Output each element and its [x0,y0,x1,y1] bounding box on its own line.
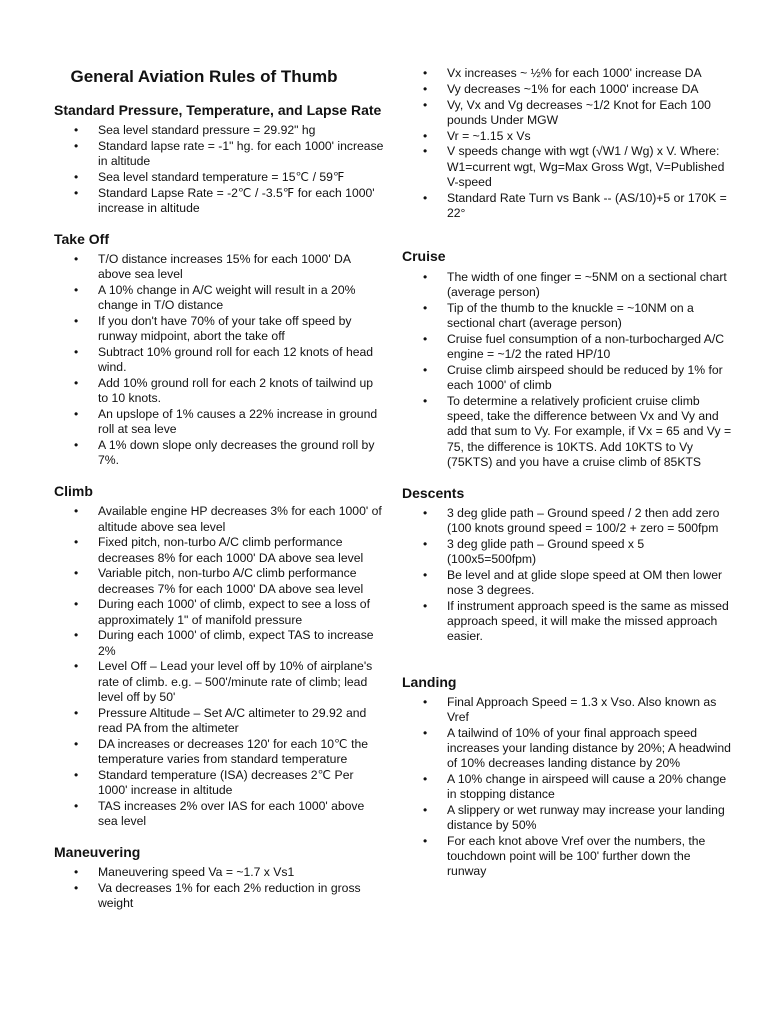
list-item: • Standard lapse rate = -1" hg. for each 1000' increase in altitude [54,139,384,169]
list-item: • Fixed pitch, non-turbo A/C climb performance decreases 8% for each 1000' DA above sea level [54,535,384,565]
list-item: • A slippery or wet runway may increase your landing distance by 50% [402,803,732,833]
right-column [402,0,732,893]
list-item: • A 10% change in A/C weight will result in a 20% change in T/O distance [54,283,384,313]
list-item: • Be level and at glide slope speed at OM then lower nose 3 degrees. [402,568,732,598]
bullet-list [54,252,384,468]
document-title: General Aviation Rules of Thumb [70,67,338,86]
list-item: • DA increases or decreases 120' for each 10℃ the temperature varies from standard temperature [54,737,384,767]
list-item: • Vy decreases ~1% for each 1000' increase DA [402,82,732,97]
list-item: • Maneuvering speed Va = ~1.7 x Vs1 [54,865,384,880]
bullet-list [54,123,384,216]
list-item: • Final Approach Speed = 1.3 x Vso. Also known as Vref [402,695,732,725]
bullet-list [54,865,384,911]
list-item: • During each 1000' of climb, expect to see a loss of approximately 1" of manifold pressure [54,597,384,627]
bullet-list [54,504,384,829]
list-item: • A tailwind of 10% of your final approach speed increases your landing distance by 20%; A headwind of 10% decreases landing distance by 20% [402,726,732,772]
section-take-off [54,230,384,468]
list-item: • To determine a relatively proficient cruise climb speed, take the difference between Vx and Vy and add that sum to Vy. For example, if Vx = 65 and Vy = 75, the difference is 10KTS. Add 10KTS to Vy (75KTS) and you have a cruise climb of 85KTS [402,394,732,470]
list-item: • An upslope of 1% causes a 22% increase in ground roll at sea leve [54,407,384,437]
maneuvering-continued-list [402,66,732,221]
list-item: • Variable pitch, non-turbo A/C climb performance decreases 7% for each 1000' DA above sea level [54,566,384,596]
list-item: • If instrument approach speed is the same as missed approach speed, it will make the missed approach easier. [402,599,732,645]
section-cruise [402,247,732,470]
section-heading: Descents [402,485,465,502]
bullet-list [402,695,732,880]
section-landing [402,673,732,880]
list-item: • Subtract 10% ground roll for each 12 knots of head wind. [54,345,384,375]
section-standard-pressure [54,101,384,216]
section-descents [402,484,732,645]
list-item: • TAS increases 2% over IAS for each 1000' above sea level [54,799,384,829]
list-item: • T/O distance increases 15% for each 1000' DA above sea level [54,252,384,282]
list-item: • V speeds change with wgt (√W1 / Wg) x V. Where: W1=current wgt, Wg=Max Gross Wgt, V=Published V-speed [402,144,732,190]
section-climb [54,482,384,829]
list-item: • Standard Rate Turn vs Bank -- (AS/10)+5 or 170K = 22° [402,191,732,221]
list-item: • 3 deg glide path – Ground speed / 2 then add zero (100 knots ground speed = 100/2 + zero = 500fpm [402,506,732,536]
list-item: • Pressure Altitude – Set A/C altimeter to 29.92 and read PA from the altimeter [54,706,384,736]
list-item: • The width of one finger = ~5NM on a sectional chart (average person) [402,270,732,300]
section-heading: Maneuvering [54,844,141,861]
list-item: • For each knot above Vref over the numbers, the touchdown point will be 100' further down the runway [402,834,732,880]
list-item: • Available engine HP decreases 3% for each 1000' of altitude above sea level [54,504,384,534]
section-heading: Climb [54,483,93,500]
section-heading: Standard Pressure, Temperature, and Lapse Rate [54,102,382,118]
list-item: • A 10% change in airspeed will cause a 20% change in stopping distance [402,772,732,802]
list-item: • During each 1000' of climb, expect TAS to increase 2% [54,628,384,658]
section-heading: Take Off [54,231,109,247]
list-item: • 3 deg glide path – Ground speed x 5 (100x5=500fpm) [402,537,732,567]
list-item: • Vx increases ~ ½% for each 1000' increase DA [402,66,732,81]
section-heading: Landing [402,673,457,690]
list-item: • Standard temperature (ISA) decreases 2℃ Per 1000' increase in altitude [54,768,384,798]
list-item: • Add 10% ground roll for each 2 knots of tailwind up to 10 knots. [54,376,384,406]
section-maneuvering [54,843,384,911]
section-heading: Cruise [402,248,446,264]
list-item: • Level Off – Lead your level off by 10% of airplane's rate of climb. e.g. – 500'/minute rate of climb; lead level off by 50' [54,659,384,705]
list-item: • Sea level standard pressure = 29.92" hg [54,123,384,138]
list-item: • If you don't have 70% of your take off speed by runway midpoint, abort the take off [54,314,384,344]
bullet-list [402,270,732,470]
list-item: • Vy, Vx and Vg decreases ~1/2 Knot for Each 100 pounds Under MGW [402,98,732,128]
list-item: • Sea level standard temperature = 15℃ / 59℉ [54,170,384,185]
left-column [54,0,384,925]
list-item: • Standard Lapse Rate = -2℃ / -3.5℉ for each 1000' increase in altitude [54,186,384,216]
list-item: • Vr = ~1.15 x Vs [402,129,732,144]
bullet-list [402,506,732,645]
list-item: • A 1% down slope only decreases the ground roll by 7%. [54,438,384,468]
list-item: • Va decreases 1% for each 2% reduction in gross weight [54,881,384,911]
list-item: • Tip of the thumb to the knuckle = ~10NM on a sectional chart (average person) [402,301,732,331]
list-item: • Cruise climb airspeed should be reduced by 1% for each 1000' of climb [402,363,732,393]
list-item: • Cruise fuel consumption of a non-turbocharged A/C engine = ~1/2 the rated HP/10 [402,332,732,362]
